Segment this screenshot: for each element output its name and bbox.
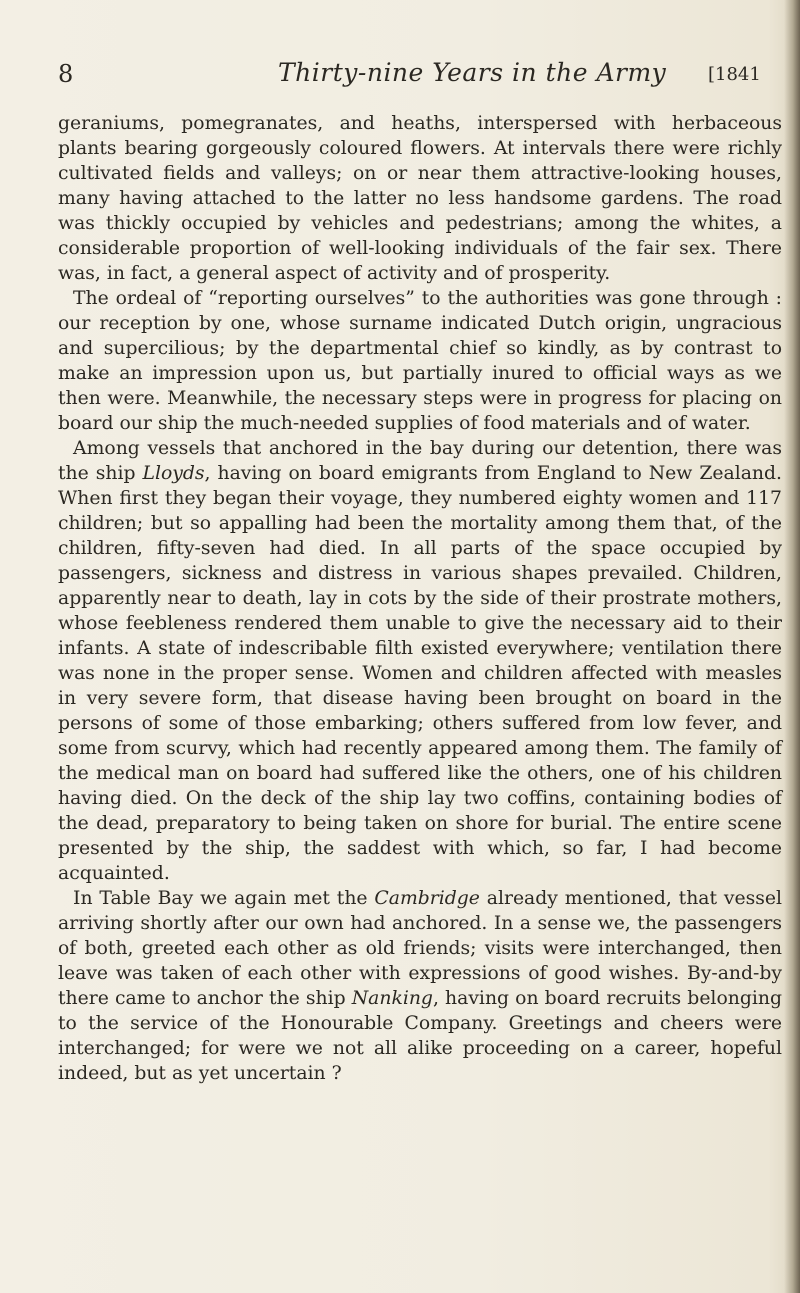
ship-name: Cambridge — [374, 888, 480, 909]
text-run: , having on board emigrants from England to New Zealand. When first they began their voyage, they numbered eighty women and 117 children; but so appalling had been the mortality among them that, of the children, fifty-seven had died. In all parts of the space occupied by passengers, sickness and distress in various shapes prevailed. Children, apparently near to death, lay in cots by the side of their prostrate mothers, whose feebleness rendered them unable to give the necessary aid to their infants. A state of indescribable filth existed everywhere; ventilation there was none in the proper sense. Women and children affected with measles in very severe form, that disease having been brought on board in the persons of some of those embarking; others suffered from low fever, and some from scurvy, which had recently appeared among them. The family of the medical man on board had suffered like the others, one of his children having died. On the deck of the ship lay two coffins, containing bodies of the dead, preparatory to being taken on shore for burial. The entire scene presented by the ship, the saddest with which, so far, I had become acquainted. — [58, 463, 782, 884]
page-number: 8 — [58, 60, 74, 88]
text-run: already mentioned, that vessel arriving shortly after our own had anchored. In a sense we, the passengers of both, greeted each other as old friends; visits were interchanged, then leave was taken of each other with expressions of good wishes. By-and-by there came to anchor the ship — [58, 888, 782, 1009]
text-run: geraniums, pomegranates, and heaths, interspersed with herbaceous plants bearing gorgeously coloured flowers. At intervals there were richly cultivated fields and valleys; on or near them attractive-looking houses, many having attached to the latter no less handsome gardens. The road was thickly occupied by vehicles and pedestrians; among the whites, a considerable proportion of well-looking individuals of the fair sex. There was, in fact, a general aspect of activity and of prosperity. — [58, 113, 782, 284]
running-head: Thirty-nine Years in the Army — [278, 58, 667, 87]
page-header — [58, 58, 780, 94]
paragraph — [58, 436, 782, 886]
text-run: , having on board recruits belonging to the service of the Honourable Company. Greetings and cheers were interchanged; for were we not all alike proceeding on a career, hopeful indeed, but as yet uncertain ? — [58, 988, 782, 1084]
body-text — [58, 111, 782, 1086]
text-run: Among vessels that anchored in the bay during our detention, there was the ship — [58, 438, 782, 484]
ship-name: Nanking — [351, 988, 433, 1009]
paragraph — [58, 286, 782, 436]
ship-name: Lloyds — [142, 463, 205, 484]
text-run: In Table Bay we again met the — [73, 888, 375, 909]
paragraph — [58, 111, 782, 286]
text-run: The ordeal of “reporting ourselves” to the authorities was gone through : our reception by one, whose surname indicated Dutch origin, ungracious and supercilious; by the departmental chief so kindly, as by contrast to make an impression upon us, but partially inured to official ways as we then were. Meanwhile, the necessary steps were in progress for placing on board our ship the much-needed supplies of food materials and of water. — [58, 288, 782, 434]
header-year: [1841 — [708, 64, 761, 85]
paragraph — [58, 886, 782, 1086]
page-edge-shadow — [784, 0, 800, 1293]
